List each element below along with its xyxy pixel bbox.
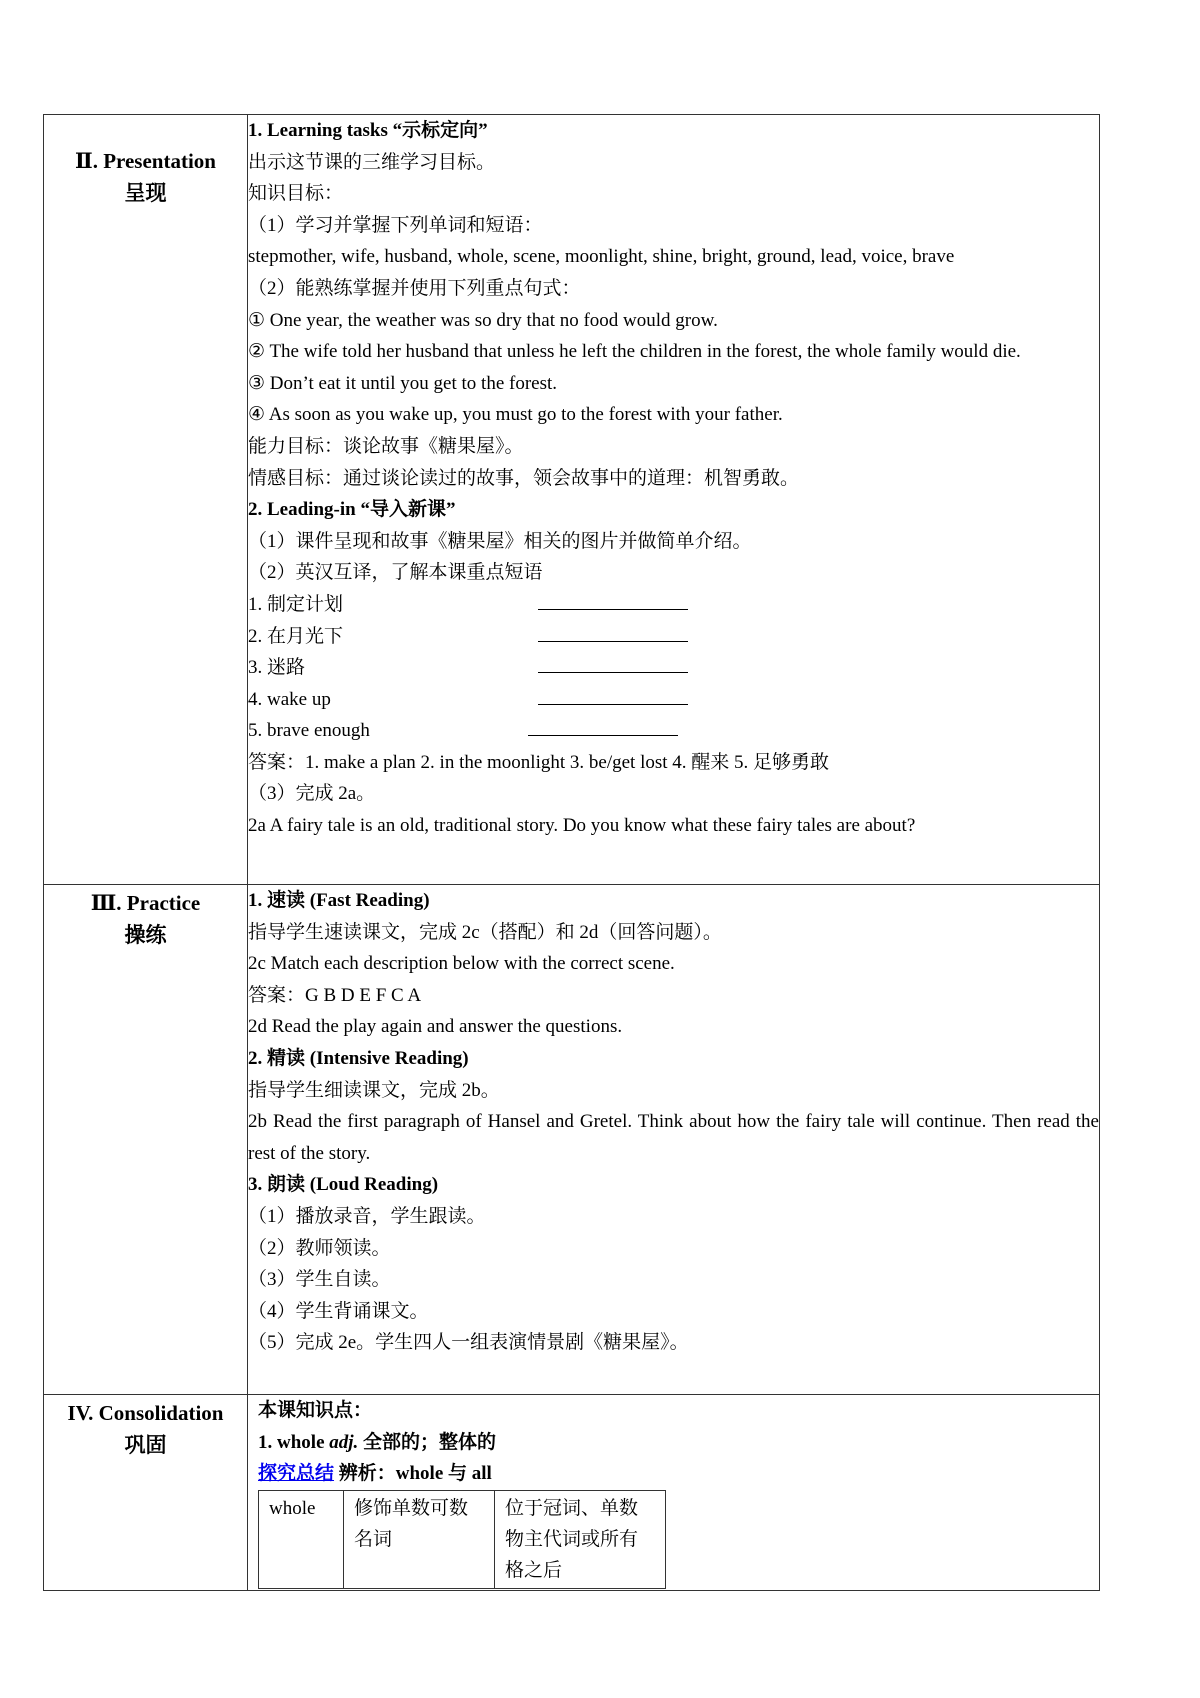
phrase-item: 2. 在月光下 (248, 625, 344, 647)
phrase-row (248, 684, 1099, 716)
knowledge-point-1 (258, 1427, 1099, 1459)
phrase-answer: 答案：1. make a plan 2. in the moonlight 3. be/get lost 4. 醒来 5. 足够勇敢 (248, 751, 830, 773)
text-line: 2. 精读 (Intensive Reading) (248, 1047, 469, 1069)
text-line: （1）学习并掌握下列单词和短语： (248, 214, 543, 236)
presentation-content-cell (248, 115, 1100, 885)
text-line: ④ As soon as you wake up, you must go to the forest with your father. (248, 404, 783, 426)
consolidation-stage-cell (44, 1395, 248, 1591)
phrase-row (248, 621, 1099, 653)
text-line: 2. Leading-in “导入新课” (248, 499, 456, 521)
point-meaning: 全部的；整体的 (358, 1431, 497, 1453)
presentation-stage-cell (44, 115, 248, 885)
text-line: 2b Read the first paragraph of Hansel and Gretel. Think about how the fairy tale will continue. Then read the rest of the story. (248, 1111, 1099, 1164)
text-line: 能力目标：谈论故事《糖果屋》。 (248, 435, 524, 457)
compare-table-row (259, 1490, 666, 1588)
consolidation-stage-en: IV. Consolidation (67, 1401, 224, 1425)
lesson-plan-table (43, 114, 1100, 1591)
point-pos: adj. (329, 1431, 359, 1453)
phrase-list (248, 589, 1099, 747)
text-line: （5）完成 2e。学生四人一组表演情景剧《糖果屋》。 (248, 1332, 689, 1354)
phrase-item: 1. 制定计划 (248, 593, 344, 615)
text-line: （1）课件呈现和故事《糖果屋》相关的图片并做简单介绍。 (248, 530, 752, 552)
text-line: （3）学生自读。 (248, 1269, 391, 1291)
practice-lines (248, 885, 1099, 1359)
consolidation-content-cell (248, 1395, 1100, 1591)
text-line: ① One year, the weather was so dry that no food would grow. (248, 309, 718, 331)
text-line: 1. 速读 (Fast Reading) (248, 890, 430, 911)
text-line: ② The wife told her husband that unless he left the children in the forest, the whole family would die. (248, 341, 1021, 363)
presentation-stage-en: Ⅱ. Presentation (75, 149, 216, 173)
explore-summary-link[interactable]: 探究总结 (258, 1463, 335, 1485)
practice-content-cell (248, 885, 1100, 1395)
phrase-blank[interactable] (538, 686, 688, 705)
practice-stage-cn: 操练 (124, 923, 167, 947)
compare-table (258, 1490, 666, 1589)
compare-title: 辨析：whole 与 all (334, 1463, 492, 1485)
phrase-item: 3. 迷路 (248, 657, 306, 679)
phrase-item: 5. brave enough (248, 720, 370, 742)
presentation-stage-cn: 呈现 (124, 181, 167, 205)
knowledge-heading: 本课知识点： (258, 1400, 373, 1421)
text-line: （2）教师领读。 (248, 1237, 391, 1259)
phrase-blank[interactable] (538, 591, 688, 610)
text-line: 知识目标： (248, 183, 344, 205)
text-line: 出示这节课的三维学习目标。 (248, 151, 496, 173)
task-2a: （3）完成 2a。 (248, 783, 376, 805)
text-line: stepmother, wife, husband, whole, scene, moonlight, shine, bright, ground, lead, voice, brave (248, 246, 955, 268)
presentation-lines (248, 115, 1099, 589)
compare-line (258, 1458, 1099, 1490)
text-line: 指导学生速读课文，完成 2c（搭配）和 2d（回答问题）。 (248, 921, 722, 943)
text-line: （4）学生背诵课文。 (248, 1300, 429, 1322)
consolidation-stage-cn: 巩固 (124, 1433, 167, 1457)
phrase-item: 4. wake up (248, 688, 331, 710)
phrase-blank[interactable] (538, 654, 688, 673)
text-line: ③ Don’t eat it until you get to the forest. (248, 372, 558, 394)
compare-word-cell: whole (259, 1490, 344, 1588)
text-line: 情感目标：通过谈论读过的故事，领会故事中的道理：机智勇敢。 (248, 467, 800, 489)
practice-row (44, 885, 1100, 1395)
text-line: 答案：G B D E F C A (248, 984, 422, 1006)
phrase-row (248, 589, 1099, 621)
phrase-blank[interactable] (528, 717, 678, 736)
text-line: （1）播放录音，学生跟读。 (248, 1205, 486, 1227)
text-line: （2）英汉互译，了解本课重点短语 (248, 562, 543, 584)
phrase-row (248, 715, 1099, 747)
text-line: 指导学生细读课文，完成 2b。 (248, 1079, 500, 1101)
text-line: 1. Learning tasks “示标定向” (248, 120, 488, 141)
consolidation-row (44, 1395, 1100, 1591)
point-word: 1. whole (258, 1431, 330, 1453)
text-line: 3. 朗读 (Loud Reading) (248, 1174, 439, 1196)
compare-usage-cell: 修饰单数可数名词 (344, 1490, 495, 1588)
phrase-row (248, 652, 1099, 684)
text-line: （2）能熟练掌握并使用下列重点句式： (248, 277, 581, 299)
text-line: 2d Read the play again and answer the questions. (248, 1016, 623, 1038)
presentation-row (44, 115, 1100, 885)
text-line: 2c Match each description below with the correct scene. (248, 953, 675, 975)
compare-position-cell: 位于冠词、单数物主代词或所有格之后 (495, 1490, 666, 1588)
phrase-blank[interactable] (538, 623, 688, 642)
task-2a-text: 2a A fairy tale is an old, traditional story. Do you know what these fairy tales are about? (248, 815, 916, 837)
practice-stage-en: Ⅲ. Practice (90, 891, 201, 915)
practice-stage-cell (44, 885, 248, 1395)
